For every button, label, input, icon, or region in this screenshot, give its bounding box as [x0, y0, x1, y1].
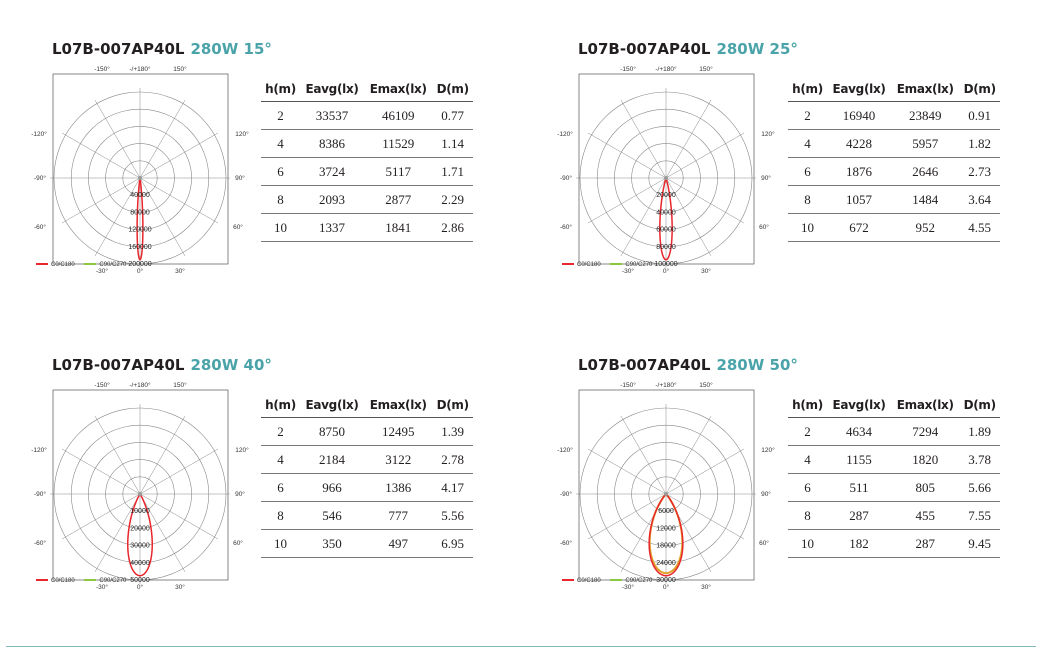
model-code: L07B-007AP40L	[52, 40, 185, 58]
cell: 182	[827, 530, 891, 558]
curve-legend	[562, 578, 660, 584]
ring-value-label: 80000	[656, 243, 676, 251]
legend-c90-label: C90/C270	[625, 262, 653, 268]
angle-label: -150°	[620, 66, 636, 73]
c0-swatch	[36, 579, 48, 581]
angle-label: 150°	[699, 382, 713, 389]
cell: 966	[300, 474, 364, 502]
col-header-diameter: D(m)	[432, 76, 473, 102]
cell: 10	[261, 214, 300, 242]
cell: 1337	[300, 214, 364, 242]
cell: 2646	[891, 158, 959, 186]
angle-label: -/+180°	[129, 382, 151, 389]
cell: 2.78	[432, 446, 473, 474]
angle-label: -90°	[560, 175, 572, 182]
cell: 8	[788, 502, 827, 530]
polar-spoke	[62, 449, 140, 494]
polar-center	[138, 176, 142, 180]
cell: 1386	[364, 474, 432, 502]
cell: 3.64	[959, 186, 1000, 214]
ring-value-label: 40000	[130, 559, 150, 567]
legend-c0-label: C0/C180	[51, 578, 75, 584]
cell: 287	[827, 502, 891, 530]
ring-value-label: 40000	[130, 192, 150, 200]
cell: 2	[788, 418, 827, 446]
model-code: L07B-007AP40L	[52, 356, 185, 374]
cell: 805	[891, 474, 959, 502]
ring-value-label: 6000	[658, 508, 674, 516]
polar-spoke	[95, 416, 140, 494]
curve-legend	[36, 578, 134, 584]
cell: 672	[827, 214, 891, 242]
col-header-height: h(m)	[788, 392, 827, 418]
c90-swatch	[84, 263, 96, 265]
angle-label: -150°	[620, 382, 636, 389]
col-header-emax: Emax(lx)	[891, 76, 959, 102]
cell: 2	[788, 102, 827, 130]
table-row	[261, 446, 473, 474]
cell: 6	[788, 474, 827, 502]
angle-label: 0°	[136, 584, 144, 591]
angle-label: -120°	[31, 447, 47, 454]
cell: 46109	[364, 102, 432, 130]
angle-label: 150°	[173, 382, 187, 389]
polar-spoke	[588, 178, 666, 223]
angle-label: -60°	[560, 224, 572, 231]
legend-c0-label: C0/C180	[577, 578, 601, 584]
table-row	[788, 418, 1000, 446]
cell: 1.14	[432, 130, 473, 158]
cell: 6	[261, 474, 300, 502]
cell: 4228	[827, 130, 891, 158]
cell: 11529	[364, 130, 432, 158]
cell: 2184	[300, 446, 364, 474]
cell: 287	[891, 530, 959, 558]
angle-label: 120°	[761, 447, 775, 454]
ring-value-label: 40000	[656, 209, 676, 217]
angle-label: -60°	[560, 540, 572, 547]
cell: 4	[261, 446, 300, 474]
cell: 5.66	[959, 474, 1000, 502]
cell: 4634	[827, 418, 891, 446]
ring-value-label: 30000	[656, 577, 676, 584]
angle-label: -/+180°	[655, 382, 677, 389]
table-row	[788, 446, 1000, 474]
cell: 2.29	[432, 186, 473, 214]
table-row	[261, 474, 473, 502]
polar-spoke	[621, 100, 666, 178]
legend-c90-label: C90/C270	[625, 578, 653, 584]
table-row	[261, 102, 473, 130]
illuminance-table-4	[788, 392, 1000, 558]
cell: 3122	[364, 446, 432, 474]
cell: 8	[261, 502, 300, 530]
ring-value-label: 20000	[130, 525, 150, 533]
cell: 2877	[364, 186, 432, 214]
cell: 10	[788, 530, 827, 558]
cell: 1.89	[959, 418, 1000, 446]
cell: 1820	[891, 446, 959, 474]
polar-spoke	[140, 133, 218, 178]
illuminance-table-2	[788, 76, 1000, 242]
curve-legend	[36, 262, 134, 268]
angle-label: -90°	[34, 175, 46, 182]
angle-label: 30°	[175, 268, 185, 275]
angle-label: -120°	[557, 447, 573, 454]
cell: 3724	[300, 158, 364, 186]
col-header-diameter: D(m)	[959, 76, 1000, 102]
cell: 1876	[827, 158, 891, 186]
beam-spec: 280W 25°	[716, 40, 798, 58]
cell: 2	[261, 418, 300, 446]
beam-spec: 280W 50°	[716, 356, 798, 374]
cell: 6	[261, 158, 300, 186]
col-header-height: h(m)	[788, 76, 827, 102]
cell: 546	[300, 502, 364, 530]
polar-spoke	[140, 178, 218, 223]
col-header-emax: Emax(lx)	[364, 392, 432, 418]
polar-diagram	[31, 58, 262, 275]
polar-center	[664, 492, 668, 496]
beam-spec: 280W 15°	[190, 40, 272, 58]
c90-swatch	[610, 263, 622, 265]
cell: 2.73	[959, 158, 1000, 186]
legend-c90-label: C90/C270	[99, 262, 127, 268]
cell: 0.91	[959, 102, 1000, 130]
angle-label: -30°	[96, 584, 108, 591]
polar-spoke	[140, 100, 185, 178]
polar-frame	[53, 74, 228, 264]
cell: 7.55	[959, 502, 1000, 530]
polar-diagram	[557, 58, 788, 275]
angle-label: 90°	[761, 491, 771, 498]
ring-value-label: 100000	[654, 261, 678, 268]
ring-value-label: 30000	[130, 542, 150, 550]
angle-label: -/+180°	[129, 66, 151, 73]
cell: 4.55	[959, 214, 1000, 242]
panel-title	[578, 356, 798, 374]
cell: 8386	[300, 130, 364, 158]
angle-label: -90°	[34, 491, 46, 498]
cell: 12495	[364, 418, 432, 446]
polar-spoke	[588, 449, 666, 494]
polar-diagram	[31, 374, 262, 591]
angle-label: 150°	[173, 66, 187, 73]
col-header-eavg: Eavg(lx)	[827, 392, 891, 418]
col-header-height: h(m)	[261, 76, 300, 102]
polar-spoke	[666, 178, 744, 223]
cell: 8750	[300, 418, 364, 446]
angle-label: 90°	[235, 175, 245, 182]
polar-spoke	[62, 133, 140, 178]
angle-label: 30°	[701, 584, 711, 591]
ring-value-label: 80000	[130, 209, 150, 217]
table-row	[788, 158, 1000, 186]
angle-label: -60°	[34, 540, 46, 547]
table-row	[788, 474, 1000, 502]
angle-label: -/+180°	[655, 66, 677, 73]
table-row	[261, 502, 473, 530]
cell: 1155	[827, 446, 891, 474]
table-row	[261, 130, 473, 158]
angle-label: -30°	[622, 268, 634, 275]
cell: 7294	[891, 418, 959, 446]
model-code: L07B-007AP40L	[578, 40, 711, 58]
ring-value-label: 18000	[656, 542, 676, 550]
c0-swatch	[36, 263, 48, 265]
cell: 8	[261, 186, 300, 214]
c0-swatch	[562, 579, 574, 581]
ring-value-label: 120000	[128, 226, 152, 234]
polar-spoke	[95, 100, 140, 178]
c90-swatch	[610, 579, 622, 581]
panel-title	[52, 40, 272, 58]
cell: 5.56	[432, 502, 473, 530]
polar-center	[664, 176, 668, 180]
cell: 952	[891, 214, 959, 242]
cell: 4	[261, 130, 300, 158]
polar-spoke	[621, 416, 666, 494]
c0-swatch	[562, 263, 574, 265]
col-header-height: h(m)	[261, 392, 300, 418]
cell: 6	[788, 158, 827, 186]
angle-label: 0°	[662, 584, 670, 591]
beam-spec: 280W 40°	[190, 356, 272, 374]
cell: 9.45	[959, 530, 1000, 558]
polar-spoke	[666, 133, 744, 178]
polar-spoke	[140, 416, 185, 494]
cell: 16940	[827, 102, 891, 130]
angle-label: 60°	[233, 224, 243, 231]
angle-label: -150°	[94, 66, 110, 73]
cell: 497	[364, 530, 432, 558]
cell: 2	[261, 102, 300, 130]
cell: 1057	[827, 186, 891, 214]
table-row	[261, 186, 473, 214]
legend-c0-label: C0/C180	[51, 262, 75, 268]
table-row	[261, 530, 473, 558]
col-header-eavg: Eavg(lx)	[300, 392, 364, 418]
cell: 4	[788, 446, 827, 474]
cell: 1484	[891, 186, 959, 214]
angle-label: 60°	[759, 540, 769, 547]
polar-spoke	[140, 449, 218, 494]
polar-frame	[579, 74, 754, 264]
ring-value-label: 50000	[130, 577, 150, 584]
polar-spoke	[666, 449, 744, 494]
legend-c90-label: C90/C270	[99, 578, 127, 584]
cell: 23849	[891, 102, 959, 130]
angle-label: 90°	[761, 175, 771, 182]
cell: 777	[364, 502, 432, 530]
angle-label: 90°	[235, 491, 245, 498]
angle-label: -30°	[622, 584, 634, 591]
angle-label: -120°	[557, 131, 573, 138]
angle-label: -60°	[34, 224, 46, 231]
panel-title	[578, 40, 798, 58]
angle-label: -30°	[96, 268, 108, 275]
col-header-diameter: D(m)	[959, 392, 1000, 418]
angle-label: 120°	[761, 131, 775, 138]
illuminance-table-3	[261, 392, 473, 558]
cell: 4	[788, 130, 827, 158]
polar-diagram	[557, 374, 788, 591]
col-header-eavg: Eavg(lx)	[300, 76, 364, 102]
cell: 5957	[891, 130, 959, 158]
angle-label: 120°	[235, 131, 249, 138]
col-header-emax: Emax(lx)	[891, 392, 959, 418]
cell: 33537	[300, 102, 364, 130]
angle-label: 0°	[662, 268, 670, 275]
angle-label: 120°	[235, 447, 249, 454]
cell: 2093	[300, 186, 364, 214]
curve-legend	[562, 262, 660, 268]
polar-spoke	[666, 100, 711, 178]
c90-swatch	[84, 579, 96, 581]
angle-label: 60°	[759, 224, 769, 231]
cell: 10	[788, 214, 827, 242]
polar-spoke	[62, 178, 140, 223]
cell: 5117	[364, 158, 432, 186]
illuminance-table-1	[261, 76, 473, 242]
model-code: L07B-007AP40L	[578, 356, 711, 374]
cell: 10	[261, 530, 300, 558]
polar-frame	[579, 390, 754, 580]
cell: 4.17	[432, 474, 473, 502]
cell: 1.39	[432, 418, 473, 446]
cell: 0.77	[432, 102, 473, 130]
cell: 455	[891, 502, 959, 530]
col-header-diameter: D(m)	[432, 392, 473, 418]
footer-divider	[6, 646, 1036, 647]
cell: 511	[827, 474, 891, 502]
angle-label: 60°	[233, 540, 243, 547]
ring-value-label: 10000	[130, 508, 150, 516]
cell: 1.82	[959, 130, 1000, 158]
cell: 6.95	[432, 530, 473, 558]
table-row	[261, 158, 473, 186]
angle-label: 150°	[699, 66, 713, 73]
cell: 1841	[364, 214, 432, 242]
col-header-eavg: Eavg(lx)	[827, 76, 891, 102]
angle-label: -90°	[560, 491, 572, 498]
angle-label: -120°	[31, 131, 47, 138]
polar-spoke	[666, 416, 711, 494]
table-row	[788, 530, 1000, 558]
polar-spoke	[588, 133, 666, 178]
ring-value-label: 20000	[656, 192, 676, 200]
table-row	[261, 418, 473, 446]
cell: 1.71	[432, 158, 473, 186]
angle-label: -150°	[94, 382, 110, 389]
angle-label: 0°	[136, 268, 144, 275]
table-row	[261, 214, 473, 242]
angle-label: 30°	[701, 268, 711, 275]
cell: 3.78	[959, 446, 1000, 474]
table-row	[788, 130, 1000, 158]
cell: 350	[300, 530, 364, 558]
ring-value-label: 200000	[128, 261, 152, 268]
ring-value-label: 12000	[656, 525, 676, 533]
col-header-emax: Emax(lx)	[364, 76, 432, 102]
angle-label: 30°	[175, 584, 185, 591]
table-row	[788, 186, 1000, 214]
table-row	[788, 102, 1000, 130]
cell: 8	[788, 186, 827, 214]
polar-frame	[53, 390, 228, 580]
ring-value-label: 24000	[656, 559, 676, 567]
table-row	[788, 214, 1000, 242]
ring-value-label: 60000	[656, 226, 676, 234]
legend-c0-label: C0/C180	[577, 262, 601, 268]
ring-value-label: 160000	[128, 243, 152, 251]
table-row	[788, 502, 1000, 530]
polar-center	[138, 492, 142, 496]
cell: 2.86	[432, 214, 473, 242]
panel-title	[52, 356, 272, 374]
